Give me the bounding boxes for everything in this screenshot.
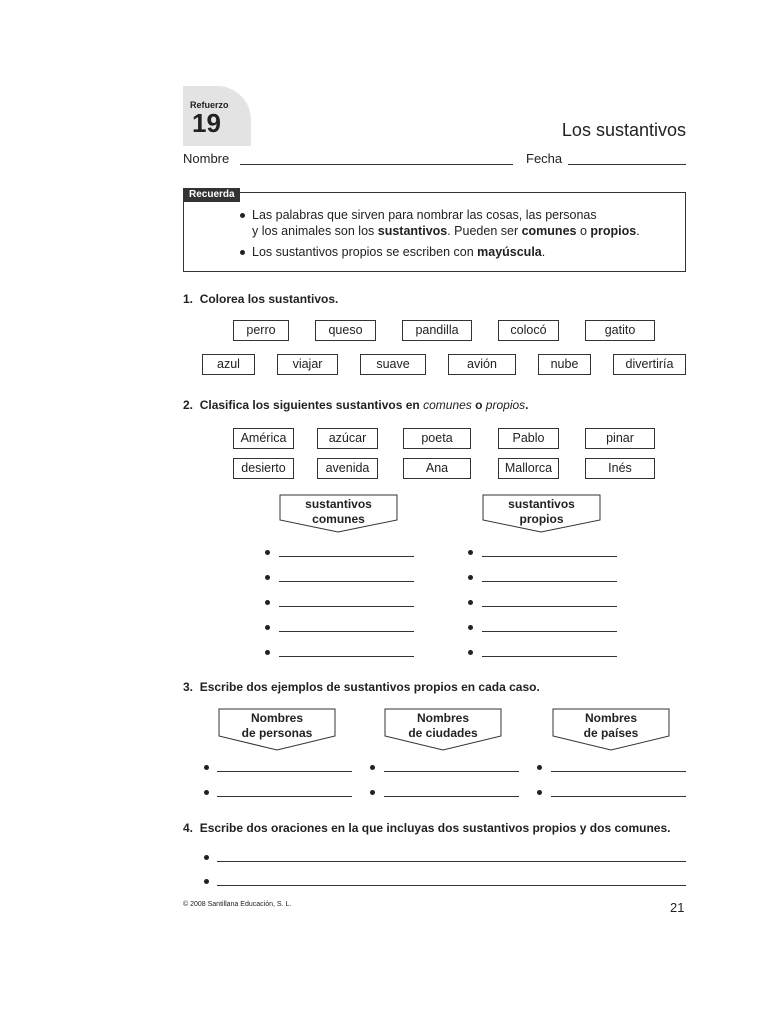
question-3: 3. Escribe dos ejemplos de sustantivos propios en cada caso. bbox=[183, 680, 540, 694]
answer-line[interactable] bbox=[217, 771, 352, 772]
bullet-dot bbox=[265, 550, 270, 555]
answer-line[interactable] bbox=[551, 796, 686, 797]
box-persons-label: Nombres de personas bbox=[241, 711, 313, 740]
bullet-dot bbox=[370, 790, 375, 795]
bullet-dot bbox=[204, 879, 209, 884]
bullet-dot bbox=[204, 855, 209, 860]
answer-line[interactable] bbox=[279, 581, 414, 582]
box-proper-label: sustantivos propios bbox=[508, 497, 575, 526]
bullet-dot bbox=[468, 550, 473, 555]
word-box[interactable]: nube bbox=[538, 354, 591, 375]
word-box[interactable]: divertiría bbox=[613, 354, 686, 375]
answer-line[interactable] bbox=[551, 771, 686, 772]
box-common-label: sustantivos comunes bbox=[305, 497, 372, 526]
word-box[interactable]: suave bbox=[360, 354, 426, 375]
bullet-dot bbox=[204, 790, 209, 795]
recuerda-line-1: Las palabras que sirven para nombrar las cosas, las personas bbox=[252, 208, 597, 222]
word-box[interactable]: desierto bbox=[233, 458, 294, 479]
bullet-dot bbox=[265, 625, 270, 630]
answer-line[interactable] bbox=[279, 606, 414, 607]
bullet-dot bbox=[468, 600, 473, 605]
word-box[interactable]: avión bbox=[448, 354, 516, 375]
word-box[interactable]: azul bbox=[202, 354, 255, 375]
bullet-dot bbox=[537, 790, 542, 795]
bullet-dot bbox=[265, 575, 270, 580]
question-1: 1. Colorea los sustantivos. bbox=[183, 292, 339, 306]
bullet-dot bbox=[537, 765, 542, 770]
answer-line[interactable] bbox=[279, 631, 414, 632]
word-box[interactable]: azúcar bbox=[317, 428, 378, 449]
box-countries-label: Nombres de países bbox=[583, 711, 639, 740]
answer-line[interactable] bbox=[384, 796, 519, 797]
answer-line[interactable] bbox=[482, 606, 617, 607]
bullet-dot bbox=[468, 575, 473, 580]
answer-line[interactable] bbox=[482, 556, 617, 557]
answer-line[interactable] bbox=[482, 631, 617, 632]
tab-label: Refuerzo bbox=[190, 100, 229, 110]
page-title: Los sustantivos bbox=[561, 120, 686, 140]
word-box[interactable]: Ana bbox=[403, 458, 471, 479]
question-2: 2. Clasifica los siguientes sustantivos en comunes o propios. bbox=[183, 398, 529, 412]
tab-number: 19 bbox=[192, 108, 221, 138]
word-box[interactable]: América bbox=[233, 428, 294, 449]
sentence-line[interactable] bbox=[217, 885, 686, 886]
word-box[interactable]: perro bbox=[233, 320, 289, 341]
recuerda-line-2: y los animales son los sustantivos. Pueden ser comunes o propios. bbox=[252, 224, 640, 238]
answer-line[interactable] bbox=[384, 771, 519, 772]
word-box[interactable]: poeta bbox=[403, 428, 471, 449]
question-4: 4. Escribe dos oraciones en la que incluyas dos sustantivos propios y dos comunes. bbox=[183, 821, 671, 835]
name-label: Nombre bbox=[183, 151, 230, 166]
recuerda-line-3: Los sustantivos propios se escriben con mayúscula. bbox=[252, 245, 546, 259]
word-box[interactable]: Mallorca bbox=[498, 458, 559, 479]
sentence-line[interactable] bbox=[217, 861, 686, 862]
bullet-dot bbox=[265, 600, 270, 605]
word-box[interactable]: colocó bbox=[498, 320, 559, 341]
copyright: © 2008 Santillana Educación, S. L. bbox=[183, 901, 292, 908]
date-label: Fecha bbox=[526, 151, 563, 166]
bullet-dot bbox=[468, 650, 473, 655]
answer-line[interactable] bbox=[482, 656, 617, 657]
word-box[interactable]: Inés bbox=[585, 458, 655, 479]
bullet-dot bbox=[265, 650, 270, 655]
answer-line[interactable] bbox=[217, 796, 352, 797]
word-box[interactable]: Pablo bbox=[498, 428, 559, 449]
word-box[interactable]: gatito bbox=[585, 320, 655, 341]
bullet-dot bbox=[468, 625, 473, 630]
answer-line[interactable] bbox=[279, 556, 414, 557]
answer-line[interactable] bbox=[279, 656, 414, 657]
answer-line[interactable] bbox=[482, 581, 617, 582]
page-number: 21 bbox=[670, 900, 685, 915]
word-box[interactable]: viajar bbox=[277, 354, 338, 375]
recuerda-label: Recuerda bbox=[183, 188, 240, 202]
word-box[interactable]: queso bbox=[315, 320, 376, 341]
bullet-dot bbox=[370, 765, 375, 770]
bullet-dot bbox=[204, 765, 209, 770]
word-box[interactable]: pandilla bbox=[402, 320, 472, 341]
box-cities-label: Nombres de ciudades bbox=[408, 711, 478, 740]
word-box[interactable]: pinar bbox=[585, 428, 655, 449]
word-box[interactable]: avenida bbox=[317, 458, 378, 479]
